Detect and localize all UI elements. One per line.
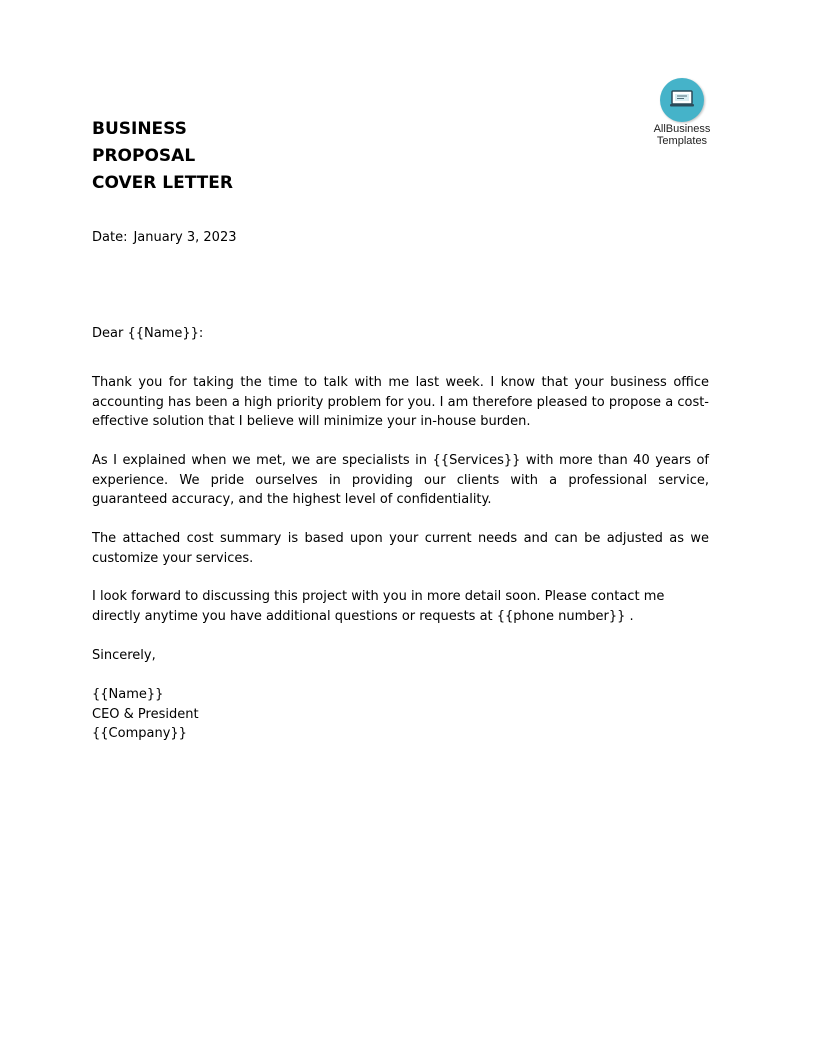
brand-line-1: AllBusiness (653, 123, 711, 135)
closing: Sincerely, (92, 648, 156, 663)
signer-name: {{Name}} (92, 687, 164, 702)
signature-block (92, 685, 709, 744)
paragraph-4: I look forward to discussing this project with you in more detail soon. Please contact me directly anytime you have additional questions or requests at {{phone number}} . (92, 589, 665, 624)
signer-company: {{Company}} (92, 726, 187, 741)
signer-role: CEO & President (92, 706, 199, 722)
date-label: Date: (92, 230, 128, 245)
brand-name (644, 123, 720, 147)
title-line-2: PROPOSAL (92, 146, 196, 166)
date-value: January 3, 2023 (133, 230, 237, 245)
document-title (92, 116, 233, 197)
brand-line-2: Templates (656, 135, 708, 147)
date-line (92, 228, 709, 248)
brand-logo (644, 78, 720, 147)
laptop-icon (660, 78, 704, 122)
greeting: Dear {{Name}}: (92, 326, 204, 341)
paragraph-3: The attached cost summary is based upon your current needs and can be adjusted as we customize your services. (92, 531, 709, 566)
paragraph-2: As I explained when we met, we are specialists in {{Services}} with more than 40 years of experience. We pride ourselves in providing our clients with a professional service, guaranteed accuracy, and the highest level of confidentiality. (92, 453, 709, 507)
paragraph-1: Thank you for taking the time to talk with me last week. I know that your business office accounting has been a high priority problem for you. I am therefore pleased to propose a cost-effective solution that I believe will minimize your in-house burden. (92, 375, 709, 429)
title-line-1: BUSINESS (92, 119, 187, 139)
title-line-3: COVER LETTER (92, 173, 233, 193)
